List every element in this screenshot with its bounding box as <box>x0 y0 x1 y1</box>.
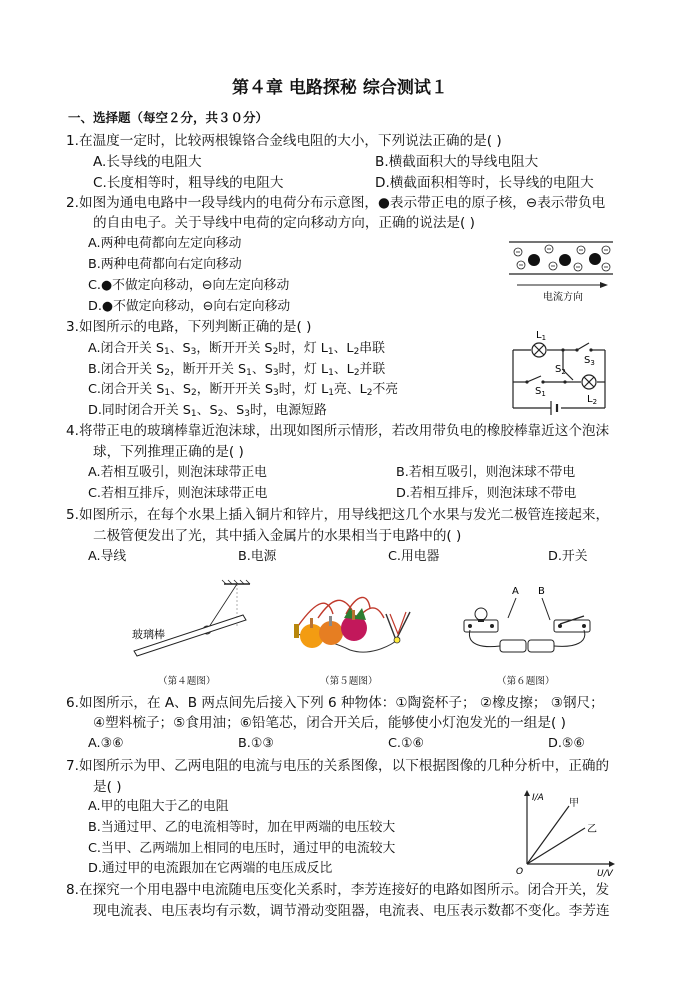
svg-text:L1: $L_1$ <box>536 330 547 342</box>
q5-option-a: A.导线 <box>88 549 127 564</box>
point-b-label: B <box>538 586 545 597</box>
q6-stem-line1: 6.如图所示，在 A、B 两点间先后接入下列 6 种物体：①陶瓷杯子； ②橡皮擦； ③钢尺； <box>66 695 604 711</box>
q1-option-d: D.横截面积相等时，长导线的电阻大 <box>375 175 594 191</box>
q6-stem-line2: ④塑料梳子；⑤食用油；⑥铅笔芯，闭合开关后，能够使小灯泡发光的一组是( ) <box>93 715 566 731</box>
conductor-charge-figure <box>505 238 617 304</box>
q5-stem-line1: 5.如图所示，在每个水果上插入铜片和锌片，用导线把这几个水果与发光二极管连接起来， <box>66 507 610 523</box>
fig4-caption: （第４题图） <box>158 676 216 687</box>
q7-option-d: D.通过甲的电流跟加在它两端的电压成反比 <box>88 861 333 876</box>
fig5-caption: （第５题图） <box>320 676 378 687</box>
q5-stem-line2: 二极管便发出了光，其中插入金属片的水果相当于电路中的( ) <box>93 528 462 544</box>
jia-label: 甲 <box>569 798 579 809</box>
q8-stem-line1: 8.在探究一个用电器中电流随电压变化关系时，李芳连接好的电路如图所示。闭合开关，发 <box>66 882 610 898</box>
svg-text:L2: $L_2$ <box>587 394 598 406</box>
q1-option-b: B.横截面积大的导线电阻大 <box>375 154 539 170</box>
q3-option-c: C.闭合开关 $S_1$、$S_2$，断开开关 $S_3$时，灯 $L_1$亮、$L_2$不亮 <box>88 382 399 398</box>
q3-stem: 3.如图所示的电路，下列判断正确的是( ) <box>66 319 312 335</box>
q4-option-a: A.若相互吸引，则泡沫球带正电 <box>88 465 267 480</box>
page-title: 第４章 电路探秘 综合测试１ <box>232 78 448 98</box>
q3-circuit-diagram <box>505 326 617 412</box>
q3-option-b: B.闭合开关 $S_2$，断开开关 $S_1$、$S_3$时，灯 $L_1$、$L_2$并联 <box>88 362 386 378</box>
q3-option-d: D.同时闭合开关 $S_1$、$S_2$、$S_3$时，电源短路 <box>88 403 327 419</box>
q6-option-c: C.①⑥ <box>388 736 424 751</box>
q4-stem-line1: 4.将带正电的玻璃棒靠近泡沫球，出现如图所示情形，若改用带负电的橡胶棒靠近这个泡沫 <box>66 423 610 439</box>
q5-option-d: D.开关 <box>548 549 588 564</box>
q7-stem-line1: 7.如图所示为甲、乙两电阻的电流与电压的关系图像，以下根据图像的几种分析中，正确的 <box>66 758 610 774</box>
section-heading: 一、选择题（每空２分，共３０分） <box>68 110 269 125</box>
x-axis-label: U/V <box>597 869 613 879</box>
q4-option-d: D.若相互排斥，则泡沫球不带电 <box>396 486 577 501</box>
point-a-label: A <box>512 586 519 597</box>
q4-option-b: B.若相互吸引，则泡沫球不带电 <box>396 465 576 480</box>
q7-option-c: C.当甲、乙两端加上相同的电压时，通过甲的电流较大 <box>88 841 396 856</box>
q2-option-a: A.两种电荷都向左定向移动 <box>88 236 242 251</box>
svg-text:S1: $S_1$ <box>535 386 546 398</box>
q2-option-d: D.●不做定向移动，⊖向右定向移动 <box>88 299 291 314</box>
q1-stem: 1.在温度一定时，比较两根镍铬合金线电阻的大小，下列说法正确的是( ) <box>66 133 502 149</box>
q2-stem-line2: 的自由电子。关于导线中电荷的定向移动方向，正确的说法是( ) <box>93 215 475 231</box>
current-direction-label: 电流方向 <box>543 292 583 303</box>
y-axis-label: I/A <box>532 793 544 803</box>
yi-label: 乙 <box>587 824 597 835</box>
q7-option-b: B.当通过甲、乙的电流相等时，加在甲两端的电压较大 <box>88 820 396 835</box>
svg-text:S3: $S_3$ <box>584 355 595 367</box>
q7-stem-line2: 是( ) <box>93 779 122 795</box>
q3-option-a: A.闭合开关 $S_1$、$S_3$，断开开关 $S_2$时，灯 $L_1$、$L_2$串联 <box>88 341 385 357</box>
iv-graph <box>513 788 615 879</box>
svg-text:S2: $S_2$ <box>555 364 566 376</box>
q1-option-a: A.长导线的电阻大 <box>93 154 202 170</box>
q6-option-b: B.①③ <box>238 736 274 751</box>
q6-option-d: D.⑤⑥ <box>548 736 585 751</box>
fruit-battery-figure <box>288 578 416 660</box>
q4-stem-line2: 球，下列推理正确的是( ) <box>93 444 244 460</box>
q5-option-c: C.用电器 <box>388 549 440 564</box>
q7-option-a: A.甲的电阻大于乙的电阻 <box>88 799 229 814</box>
q2-stem-line1: 2.如图为通电电路中一段导线内的电荷分布示意图，●表示带正电的原子核，⊖表示带负电 <box>66 195 606 211</box>
q6-option-a: A.③⑥ <box>88 736 124 751</box>
q8-stem-line2: 现电流表、电压表均有示数，调节滑动变阻器，电流表、电压表示数都不变化。李芳连 <box>93 903 610 919</box>
fig6-caption: （第６题图） <box>497 676 555 687</box>
q2-option-b: B.两种电荷都向右定向移动 <box>88 257 242 272</box>
glass-rod-figure <box>128 580 253 660</box>
line-jia <box>527 806 569 864</box>
glass-rod-label: 玻璃棒 <box>132 628 165 641</box>
q4-option-c: C.若相互排斥，则泡沫球带正电 <box>88 486 268 501</box>
q6-circuit-figure <box>458 580 598 660</box>
origin-label: O <box>516 867 524 877</box>
q2-option-c: C.●不做定向移动，⊖向左定向移动 <box>88 278 290 293</box>
line-yi <box>527 828 585 864</box>
q5-option-b: B.电源 <box>238 549 277 564</box>
q1-option-c: C.长度相等时，粗导线的电阻大 <box>93 175 284 191</box>
